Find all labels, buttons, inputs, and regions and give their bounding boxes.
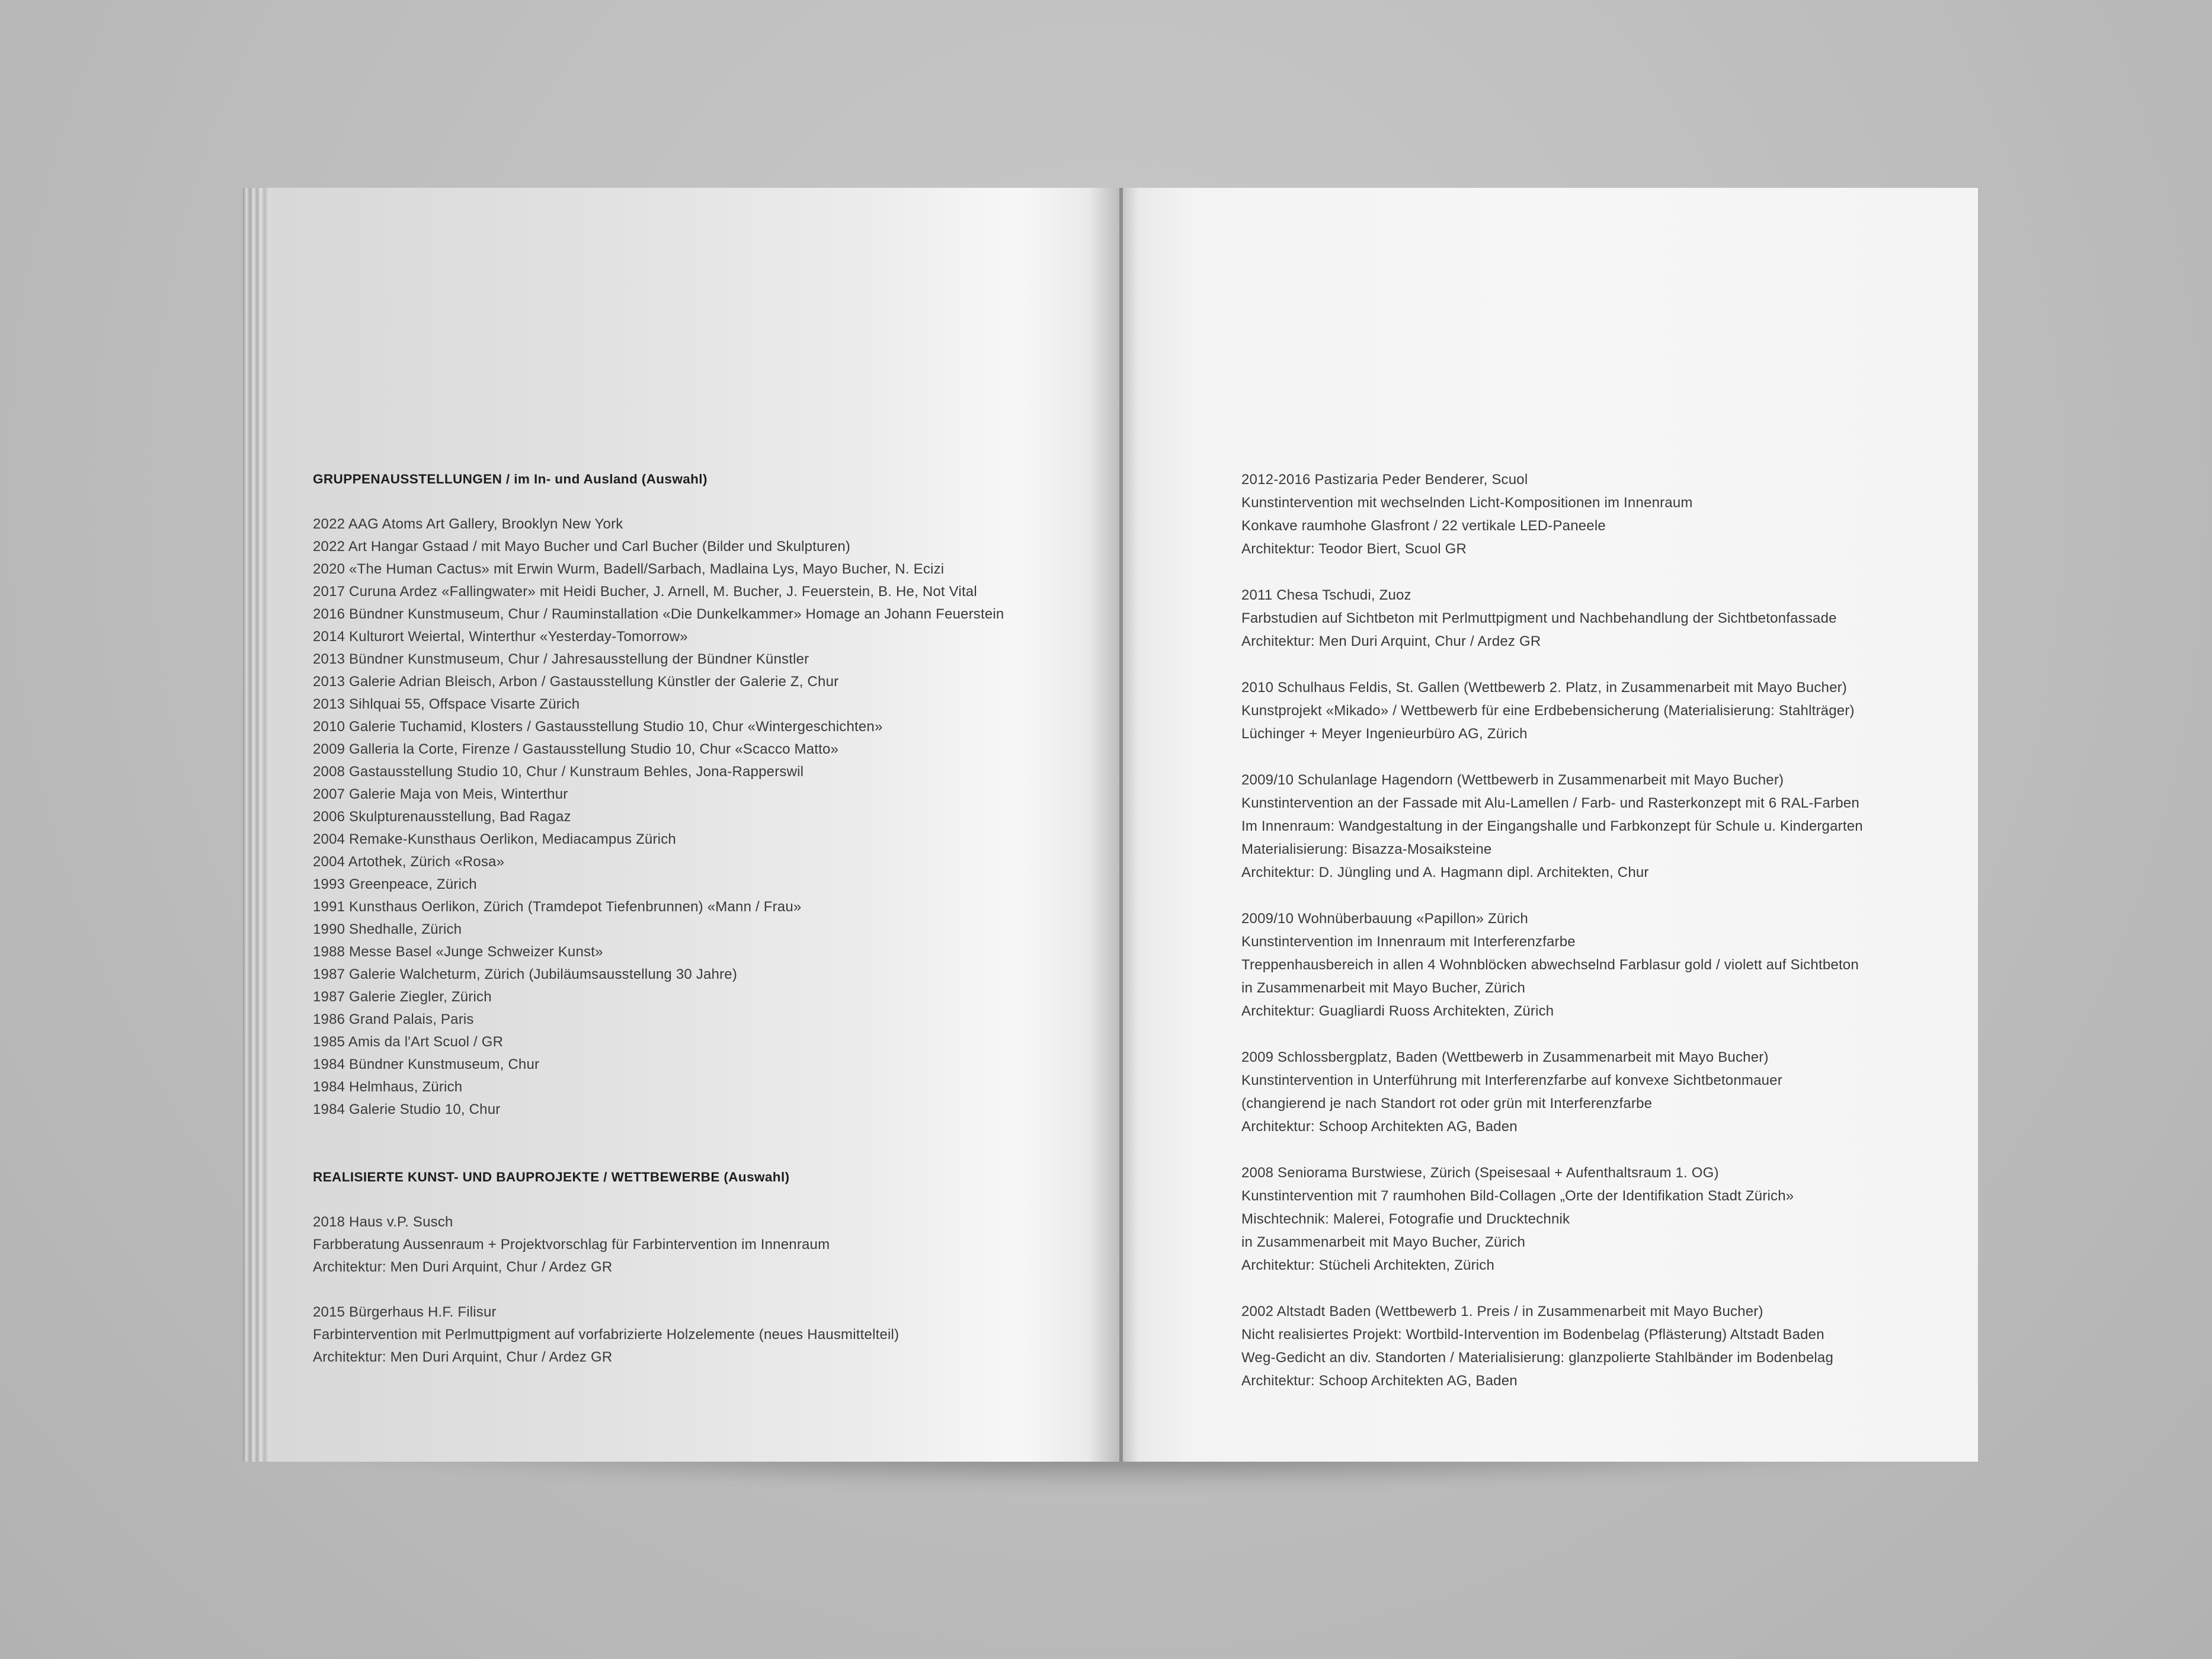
project-detail: in Zusammenarbeit mit Mayo Bucher, Zürich (1241, 1234, 1526, 1250)
project-list-left (313, 1211, 1004, 1369)
project-title: 2002 Altstadt Baden (Wettbewerb 1. Preis / in Zusammenarbeit mit Mayo Bucher) (1241, 1304, 1763, 1319)
project-detail: Kunstintervention an der Fassade mit Alu-Lamellen / Farb- und Rasterkonzept mit 6 RAL-Farben (1241, 795, 1859, 811)
exhibition-entry: 2004 Remake-Kunsthaus Oerlikon, Mediacampus Zürich (313, 831, 676, 847)
exhibition-entry: 2006 Skulpturenausstellung, Bad Ragaz (313, 809, 571, 825)
project-entry (1241, 1161, 1863, 1277)
exhibition-entry: 1987 Galerie Ziegler, Zürich (313, 989, 492, 1005)
project-title: 2018 Haus v.P. Susch (313, 1214, 453, 1230)
project-title: 2012-2016 Pastizaria Peder Benderer, Scuol (1241, 472, 1528, 488)
project-detail: Nicht realisiertes Projekt: Wortbild-Intervention im Bodenbelag (Pflästerung) Altstadt Baden (1241, 1327, 1824, 1343)
project-entry (1241, 1300, 1863, 1392)
project-detail: Architektur: Schoop Architekten AG, Baden (1241, 1119, 1518, 1135)
project-entry (313, 1211, 1004, 1279)
exhibition-entry: 2013 Galerie Adrian Bleisch, Arbon / Gastausstellung Künstler der Galerie Z, Chur (313, 674, 839, 690)
project-entry (313, 1301, 1004, 1369)
exhibition-entry: 2010 Galerie Tuchamid, Klosters / Gastausstellung Studio 10, Chur «Wintergeschichten» (313, 719, 883, 735)
exhibition-entry: 2020 «The Human Cactus» mit Erwin Wurm, Badell/Sarbach, Madlaina Lys, Mayo Bucher, N. Ecizi (313, 561, 945, 577)
exhibition-entry: 2014 Kulturort Weiertal, Winterthur «Yesterday-Tomorrow» (313, 629, 688, 645)
project-title: 2015 Bürgerhaus H.F. Filisur (313, 1304, 497, 1320)
project-detail: Architektur: Stücheli Architekten, Zürich (1241, 1257, 1495, 1273)
project-detail: Weg-Gedicht an div. Standorten / Materialisierung: glanzpolierte Stahlbänder im Bodenbelag (1241, 1350, 1834, 1366)
left-page-text (313, 468, 1004, 1369)
project-entry (1241, 1046, 1863, 1138)
project-detail: Konkave raumhohe Glasfront / 22 vertikale LED-Paneele (1241, 518, 1606, 534)
exhibition-list (313, 513, 1004, 1121)
exhibition-entry: 2022 Art Hangar Gstaad / mit Mayo Bucher und Carl Bucher (Bilder und Skulpturen) (313, 539, 851, 555)
exhibition-entry: 1985 Amis da l'Art Scuol / GR (313, 1034, 504, 1050)
project-detail: Kunstintervention mit wechselnden Licht-Kompositionen im Innenraum (1241, 495, 1693, 511)
project-detail: Farbberatung Aussenraum + Projektvorschlag für Farbintervention im Innenraum (313, 1237, 830, 1253)
project-detail: in Zusammenarbeit mit Mayo Bucher, Zürich (1241, 980, 1526, 996)
project-entry (1241, 768, 1863, 884)
section-heading-projects: REALISIERTE KUNST- UND BAUPROJEKTE / WETTBEWERBE (Auswahl) (313, 1170, 790, 1184)
project-title: 2008 Seniorama Burstwiese, Zürich (Speisesaal + Aufenthaltsraum 1. OG) (1241, 1165, 1719, 1181)
project-detail: Architektur: Men Duri Arquint, Chur / Ardez GR (313, 1349, 613, 1365)
project-detail: Treppenhausbereich in allen 4 Wohnblöcken abwechselnd Farblasur gold / violett auf Sichtbeton (1241, 957, 1859, 973)
exhibition-entry: 2008 Gastausstellung Studio 10, Chur / Kunstraum Behles, Jona-Rapperswil (313, 764, 804, 780)
book-spine (1119, 188, 1123, 1462)
project-title: 2009/10 Wohnüberbauung «Papillon» Zürich (1241, 911, 1528, 927)
exhibition-entry: 2007 Galerie Maja von Meis, Winterthur (313, 786, 568, 802)
exhibition-entry: 2013 Sihlquai 55, Offspace Visarte Zürich (313, 696, 580, 712)
exhibition-entry: 1984 Galerie Studio 10, Chur (313, 1101, 501, 1117)
right-page-text (1241, 468, 1863, 1392)
project-title: 2010 Schulhaus Feldis, St. Gallen (Wettbewerb 2. Platz, in Zusammenarbeit mit Mayo Bucher) (1241, 680, 1848, 696)
project-detail: Architektur: Men Duri Arquint, Chur / Ardez GR (313, 1259, 613, 1275)
exhibition-entry: 1993 Greenpeace, Zürich (313, 876, 477, 892)
exhibition-entry: 1988 Messe Basel «Junge Schweizer Kunst» (313, 944, 603, 960)
project-detail: Lüchinger + Meyer Ingenieurbüro AG, Zürich (1241, 726, 1528, 742)
project-entry (1241, 907, 1863, 1023)
project-detail: Mischtechnik: Malerei, Fotografie und Drucktechnik (1241, 1211, 1570, 1227)
project-detail: Architektur: D. Jüngling und A. Hagmann dipl. Architekten, Chur (1241, 864, 1649, 880)
exhibition-entry: 1987 Galerie Walcheturm, Zürich (Jubiläumsausstellung 30 Jahre) (313, 966, 738, 982)
project-entry (1241, 584, 1863, 653)
project-detail: Architektur: Guagliardi Ruoss Architekten, Zürich (1241, 1003, 1554, 1019)
exhibition-entry: 2016 Bündner Kunstmuseum, Chur / Rauminstallation «Die Dunkelkammer» Homage an Johann Feuerstein (313, 606, 1004, 622)
project-detail: Kunstintervention im Innenraum mit Interferenzfarbe (1241, 934, 1576, 950)
exhibition-entry: 1984 Helmhaus, Zürich (313, 1079, 463, 1095)
section-heading-group-exhibitions: GRUPPENAUSSTELLUNGEN / im In- und Ausland (Auswahl) (313, 472, 708, 486)
exhibition-entry: 2009 Galleria la Corte, Firenze / Gastausstellung Studio 10, Chur «Scacco Matto» (313, 741, 839, 757)
project-detail: Architektur: Schoop Architekten AG, Baden (1241, 1373, 1518, 1389)
exhibition-entry: 1990 Shedhalle, Zürich (313, 921, 462, 937)
project-detail: Kunstintervention mit 7 raumhohen Bild-Collagen „Orte der Identifikation Stadt Zürich» (1241, 1188, 1794, 1204)
exhibition-entry: 2022 AAG Atoms Art Gallery, Brooklyn New York (313, 516, 623, 532)
project-detail: Materialisierung: Bisazza-Mosaiksteine (1241, 841, 1492, 857)
project-detail: Architektur: Men Duri Arquint, Chur / Ardez GR (1241, 633, 1541, 649)
project-detail: Farbintervention mit Perlmuttpigment auf vorfabrizierte Holzelemente (neues Hausmittelteil) (313, 1327, 899, 1343)
project-detail: Im Innenraum: Wandgestaltung in der Eingangshalle und Farbkonzept für Schule u. Kindergarten (1241, 818, 1863, 834)
project-detail: Architektur: Teodor Biert, Scuol GR (1241, 541, 1467, 557)
project-detail: Kunstintervention in Unterführung mit Interferenzfarbe auf konvexe Sichtbetonmauer (1241, 1072, 1782, 1088)
project-detail: (changierend je nach Standort rot oder grün mit Interferenzfarbe (1241, 1096, 1653, 1112)
exhibition-entry: 2017 Curuna Ardez «Fallingwater» mit Heidi Bucher, J. Arnell, M. Bucher, J. Feuerstein, B. He, Not Vital (313, 584, 977, 600)
project-entry (1241, 468, 1863, 561)
project-title: 2011 Chesa Tschudi, Zuoz (1241, 587, 1411, 603)
project-title: 2009 Schlossbergplatz, Baden (Wettbewerb in Zusammenarbeit mit Mayo Bucher) (1241, 1049, 1769, 1065)
project-title: 2009/10 Schulanlage Hagendorn (Wettbewerb in Zusammenarbeit mit Mayo Bucher) (1241, 772, 1784, 788)
project-list-right (1241, 468, 1863, 1392)
exhibition-entry: 1984 Bündner Kunstmuseum, Chur (313, 1056, 540, 1072)
project-detail: Farbstudien auf Sichtbeton mit Perlmuttpigment und Nachbehandlung der Sichtbetonfassade (1241, 610, 1837, 626)
exhibition-entry: 2004 Artothek, Zürich «Rosa» (313, 854, 505, 870)
exhibition-entry: 2013 Bündner Kunstmuseum, Chur / Jahresausstellung der Bündner Künstler (313, 651, 809, 667)
project-detail: Kunstprojekt «Mikado» / Wettbewerb für eine Erdbebensicherung (Materialisierung: Stahlträger) (1241, 703, 1855, 719)
exhibition-entry: 1986 Grand Palais, Paris (313, 1011, 474, 1027)
exhibition-entry: 1991 Kunsthaus Oerlikon, Zürich (Tramdepot Tiefenbrunnen) «Mann / Frau» (313, 899, 802, 915)
project-entry (1241, 676, 1863, 745)
